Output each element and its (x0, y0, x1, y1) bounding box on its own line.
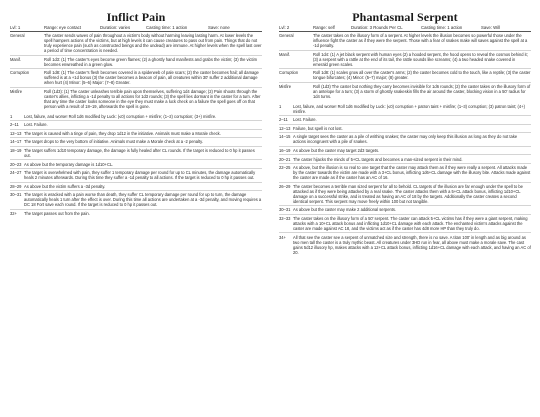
meta-range: Range: eye contact (44, 25, 82, 30)
result-row (279, 182, 531, 206)
result-row-label: 24–27 (10, 170, 22, 176)
result-row-text: A single target sees the caster as a pile of writhing snakes; the caster may only keep this illusion as long as they do not take actions incongruent with a pile of snakes. (293, 134, 518, 145)
section-row-text: Roll (1d3): (1) The caster unleashes terrible pain upon themselves, suffering 1d4 damage; (2) Pain shoots through the caster's allies, inflicting a -1d penalty to all actions for 1d3 rounds; (3) the spell lies dormant in the caster for a turn. After that any time the caster looks someone in the eye they must make a luck check on a failure the spell goes off on that person with a result of 18–19, afterwards the spell is gone. (44, 89, 261, 110)
result-row-text: As above but the victim suffers a -3d penalty. (24, 183, 106, 189)
result-row-text: The target drops to the very bottom of initiative. Animals must make a Morale check at a -2 penalty. (24, 139, 203, 145)
spell-sections (10, 32, 262, 110)
result-row-label: 20–21 (279, 156, 291, 162)
section-row-label: Corruption (10, 70, 30, 76)
result-row (279, 205, 531, 214)
meta-range: Range: self (313, 25, 335, 30)
section-row (279, 68, 531, 82)
result-row-label: 26–29 (279, 183, 291, 189)
result-row (279, 214, 531, 233)
result-row-text: The target is wracked with a pain worse than death, they suffer CL temporary damage per round for up to turn, the damage automatically heals 1 turn after the effect is over. During this time all actions are undertaken at a -3d penalty, and moving requires a DC 18 Fort save each round. If the target is reduced to 0 hp it passes out. (24, 192, 262, 208)
section-row-text: Roll (1d3) The caster but nothing they carry becomes invisible for 1d6 rounds; (2) the caster takes on the illusory form of an antelope for a turn; (3) a storm of ghostly snakeskin fills the air around the caster, blocking vision in a 50' radius for 1d4 turns. (313, 84, 531, 100)
section-row-label: General (10, 33, 25, 39)
result-row (279, 132, 531, 146)
section-row (279, 32, 531, 50)
result-row-label: 32–33 (279, 216, 291, 222)
result-row (279, 163, 531, 182)
result-row-text: As above but the temporary damage is 1d10+CL. (24, 161, 114, 167)
result-row-label: 1 (10, 113, 13, 119)
result-row-text: Lost. Failure. (293, 117, 317, 123)
result-row-text: The target is caused with a tinge of pain, they drop 1d12 in the initiative. Animals must make a Morale check. (24, 130, 221, 136)
meta-save: Save: Will (481, 25, 501, 30)
result-row (279, 124, 531, 133)
section-row-label: General (279, 33, 294, 39)
result-row-text: The target passes out from the pain. (24, 211, 90, 217)
spell-title: Phantasmal Serpent (352, 10, 458, 24)
meta-save: Save: none (208, 25, 230, 30)
result-row-label: 1 (279, 103, 282, 109)
result-row-text: The caster hijacks the minds of 5+CL targets and becomes a man-sized serpent in their mind. (293, 156, 463, 162)
result-row-label: 2–11 (279, 117, 288, 123)
section-row-label: Misfire (279, 84, 292, 90)
section-row (279, 82, 531, 101)
section-row-label: Manif. (279, 51, 291, 57)
meta-level: Lvl: 2 (279, 25, 290, 30)
spell-phantasmal-serpent (279, 10, 531, 256)
section-row-text: The caster takes on the illusory form of a serpent. At higher levels the illusion becomes so powerful those under the influence fight the caster as if they were the serpent. Those with a fear of snakes make will saves against the spell at a -1d penalty. (313, 33, 528, 49)
result-row-label: 18–19 (10, 148, 22, 154)
result-row-label: 32+ (10, 211, 17, 217)
results-table (10, 112, 262, 217)
meta-duration: Duration: 3 Rounds Per CL (351, 25, 403, 30)
result-row-label: 30–31 (279, 207, 291, 213)
section-row-text: The caster sends waves of pain throughout a victim's body without harming leaving lasting harm. At lower levels the spell hampers actions of the victims, but at high levels it can cause creatures to pass out from pain. Things that do not truly experience pain (such as constructed beings and the undead) are immune. At higher levels when the spell last over a period of time concentration is needed. (44, 33, 262, 54)
result-row (10, 182, 262, 191)
result-row (10, 129, 262, 138)
result-row-text: Lost, failure, and worse! Roll 1d6 modified by Luck: (≤0) corruption + patron taint + misfire; (1–3) corruption; (3) patron taint; (4+) misfire. (293, 103, 525, 114)
result-row-text: All that see the caster see a serpent of unmatched size and strength, there is no save. A titan 100' in length and as big around as two men tall the caster is a truly mythic beast. All creatures under 3HD run in fear, all above must make a morale save. The cast gains 5d12 illusory hp, makes attacks with a 12+CL attack bonus, inflicting 1d16+CL damage with each attack, and having an AC of 20. (293, 234, 531, 255)
result-row-label: 28–29 (10, 183, 22, 189)
result-row-label: 30–31 (10, 192, 22, 198)
spell-inflict-pain (10, 10, 262, 217)
result-row-text: The caster takes on the illusory form of a 50' serpent. The caster can attack 5+CL victims has if they were a giant serpent, making attacks with a 10+CL attack bonus and inflicting 1d10+CL damage with each attack. The enchanted victim's attacks against the caster are made against AC 18, and the victims act as if the caster has 4d8 more HP than they truly do. (293, 216, 528, 232)
result-row-label: 14–15 (279, 134, 291, 140)
result-row (10, 190, 262, 209)
section-row-label: Manif. (10, 56, 22, 62)
section-row-label: Corruption (279, 70, 299, 76)
result-row-text: The target is overwhelmed with pain, they suffer 1 temporary damage per round for up to CL minutes, the damage automatically heals 2 minutes afterwards. During this time they suffer a -1d penalty to all actions. If the target is reduced to 0 hp it passes out. (24, 170, 256, 181)
meta-casting-time: Casting time: 1 action (421, 25, 463, 30)
result-row-text: As above, but the illusion is so real to one target that the caster may attack them as if they were really a serpent. All attacks made by the caster towards the victim are made with a 3+CL bonus, inflicting 1d6+CL damage with the illusory bite. Attacks made against the caster are made as if the caster has an AC of 16. (293, 165, 531, 181)
result-row (10, 159, 262, 168)
section-row (279, 50, 531, 69)
result-row-text: Lost, failure, and worse! Roll 1d6 modified by Luck: (≤0) corruption + misfire; (1–2) corruption; (3+) misfire. (24, 113, 217, 119)
spell-meta (10, 25, 262, 31)
spell-meta (279, 25, 531, 31)
result-row (10, 146, 262, 160)
section-row-text: Roll 1d8: (1) The caster's flesh becomes covered in a spiderweb of pale scars; (2) the caster becomes frail; all damage suffered is at a +1d bonus (3) the caster becomes a beacon of pain, all creatures within 30' suffer 2 additional damage when hurt (4) Minor: (5–6) Major: (7–8) Greater. (44, 70, 259, 86)
results-table (279, 102, 531, 256)
result-row-label: 2–11 (10, 122, 19, 128)
section-row-text: Roll 1d3: (1) The caster's eyes become green flames; (2) a ghostly hand manifests and grabs the victim; (3) the victim becomes enwreathed in a green glow. (44, 56, 257, 67)
result-row (10, 168, 262, 182)
spell-sections (279, 32, 531, 100)
result-row (10, 137, 262, 146)
section-row-text: Roll 1d8: (1) scales grow all over the caster's arms; (2) the caster becomes cold to the touch, like a reptile; (3) the caster tongue bifurcates; (4) Minor: (5–7) major; (8) greater. (313, 70, 531, 81)
result-row (279, 154, 531, 163)
section-row (10, 32, 262, 55)
result-row-label: 22–25 (279, 165, 291, 171)
result-row-label: 12–13 (279, 125, 291, 131)
result-row-text: As above but the caster may target 2d3 targets. (293, 148, 380, 154)
result-row-label: 20–23 (10, 161, 22, 167)
meta-duration: Duration: varies (100, 25, 131, 30)
result-row-text: Failure, but spell is not lost. (293, 125, 343, 131)
result-row (10, 120, 262, 129)
result-row-label: 14–17 (10, 139, 22, 145)
result-row (10, 209, 262, 218)
section-row (10, 87, 262, 111)
meta-level: Lvl: 1 (10, 25, 21, 30)
result-row-text: The caster becomes a terrible man sized serpent for all to behold. CL targets of the illusion are far enough under the spell to be attacked as if they were being attacked by a real snake. The caster attacks them with a 5+CL attack bonus, inflicting 1d10+CL damage on a successful strike, and is treated as having an AC of 18 by the targets. Additionally the caster creates a second identical serpent. This serpent may move freely within 100 but not tangible. (293, 183, 523, 204)
result-row-label: 34+ (279, 234, 286, 240)
result-row-label: 12–13 (10, 130, 22, 136)
meta-casting-time: Casting time: 1 action (146, 25, 188, 30)
result-row-text: The target suffers 1d10 temporary damage, the damage is fully healed after CL rounds. If the target is reduced to 0 hp it passes out. (24, 148, 255, 159)
section-row (10, 68, 262, 87)
result-row-text: As above but the caster may make 2 additional serpents. (293, 207, 397, 213)
result-row (279, 115, 531, 124)
section-row (10, 55, 262, 69)
section-row-text: Roll 1d4: (1) A jet black serpent with human eyes (2) a hooded serpent, the hood opens to reveal the cosmos behind it; (3) a serpent with a rattle at the end of its tail, the rattle sounds like screams; (4) a two headed snake covered in emerald green scales. (313, 51, 528, 67)
result-row (279, 102, 531, 115)
result-row (279, 232, 531, 256)
result-row-label: 16–19 (279, 148, 291, 154)
result-row-text: Lost. Failure. (24, 122, 48, 128)
result-row (279, 146, 531, 155)
section-row-label: Misfire (10, 89, 23, 95)
result-row (10, 112, 262, 120)
spell-title: Inflict Pain (106, 10, 166, 24)
